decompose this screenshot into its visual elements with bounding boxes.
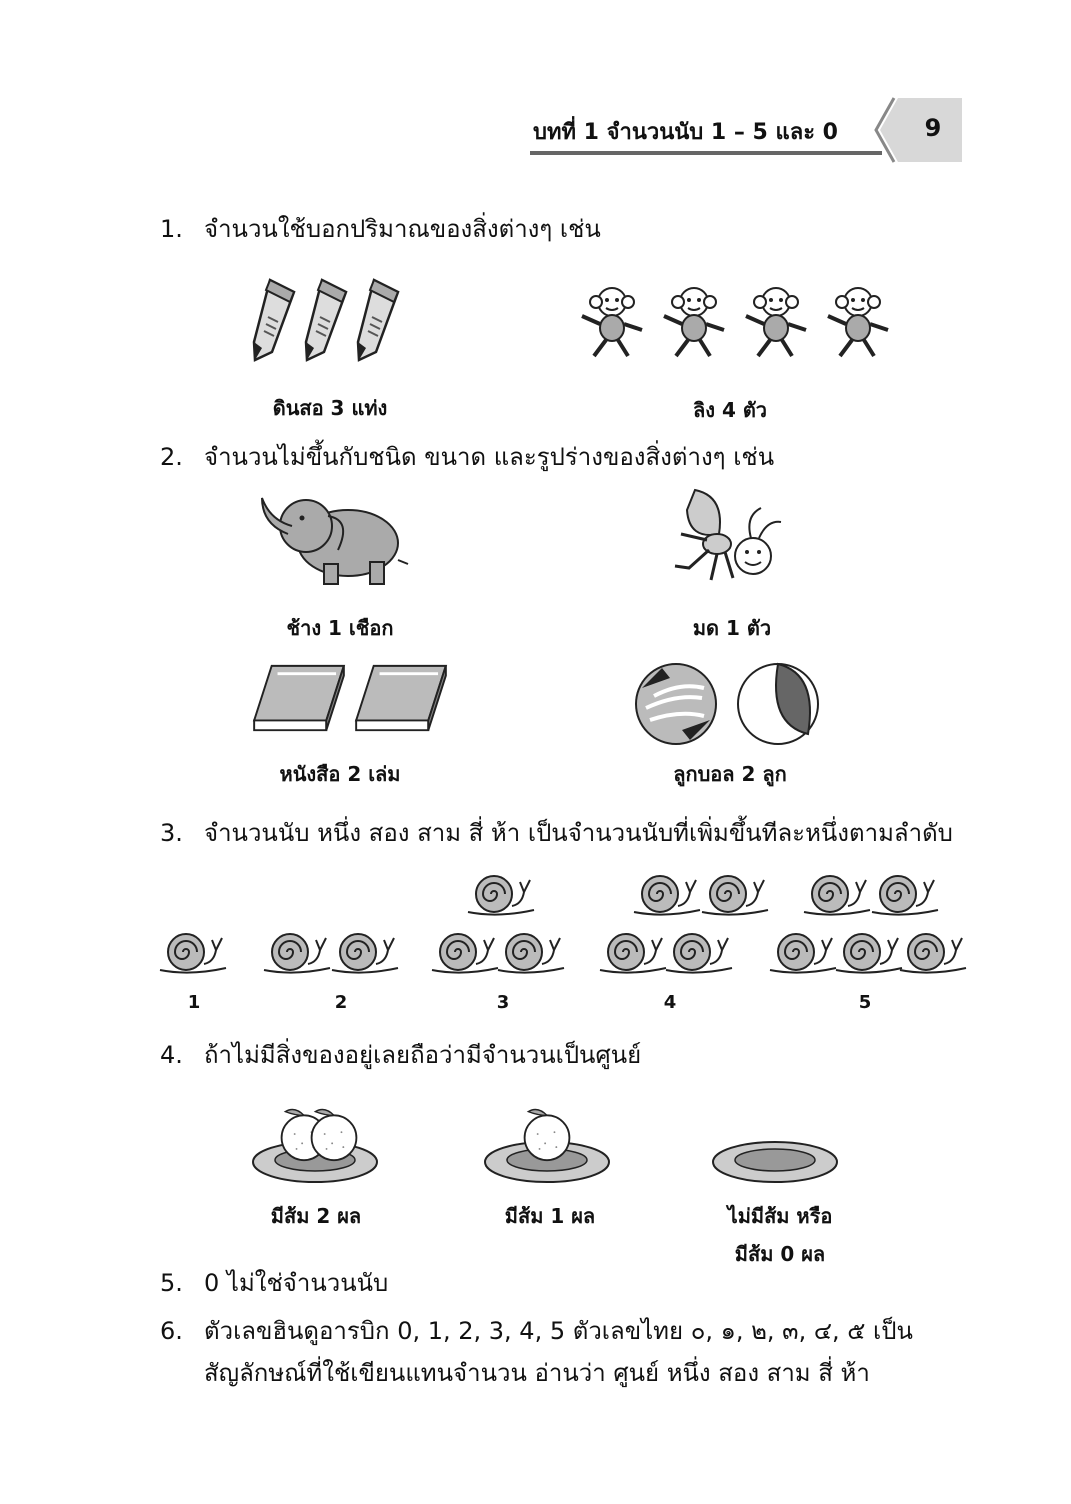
- snail-icon: [598, 928, 668, 978]
- monkeys-illustration: [570, 282, 900, 362]
- list-item-text: 0 ไม่ใช่จำนวนนับ: [204, 1269, 389, 1297]
- monkey-icon: [734, 282, 814, 362]
- snail-icon: [330, 928, 400, 978]
- balls-illustration: [632, 660, 822, 750]
- caption-books: หนังสือ 2 เล่ม: [279, 762, 401, 786]
- snail-groups: [0, 870, 1071, 980]
- monkey-icon: [652, 282, 732, 362]
- beach-ball-icon: [738, 664, 818, 744]
- snail-icon: [466, 870, 536, 920]
- snail-icon: [158, 928, 228, 978]
- book-icon: [352, 660, 450, 738]
- list-item-6: [160, 1314, 1060, 1394]
- ball-icon: [636, 664, 716, 744]
- list-item-1: [160, 212, 1060, 246]
- list-item-text: จำนวนใช้บอกปริมาณของสิ่งต่างๆ เช่น: [204, 215, 601, 243]
- orange-icon: [519, 1104, 575, 1164]
- page-number: 9: [924, 114, 942, 142]
- book-icon: [250, 660, 348, 738]
- snail-icon: [632, 870, 702, 920]
- snail-icon: [870, 870, 940, 920]
- list-item-text: ถ้าไม่มีสิ่งของอยู่เลยถือว่ามีจำนวนเป็นศูนย์: [204, 1041, 642, 1069]
- caption-pencils: ดินสอ 3 แท่ง: [272, 396, 388, 420]
- caption-oranges-two: มีส้ม 2 ผล: [270, 1204, 362, 1228]
- list-item-number: 4.: [160, 1041, 183, 1069]
- snail-icon: [262, 928, 332, 978]
- snail-icon: [802, 870, 872, 920]
- snail-count-label: 3: [496, 992, 510, 1013]
- header-rule: [530, 151, 882, 155]
- orange-icon: [306, 1104, 362, 1164]
- list-item-5: [160, 1266, 1060, 1300]
- snail-icon: [664, 928, 734, 978]
- snail-icon: [898, 928, 968, 978]
- snail-icon: [700, 870, 770, 920]
- caption-elephant: ช้าง 1 เชือก: [286, 616, 394, 640]
- snail-icon: [430, 928, 500, 978]
- snail-count-label: 2: [334, 992, 348, 1013]
- list-item-number: 3.: [160, 819, 183, 847]
- elephant-icon: [258, 488, 408, 588]
- pencil-icon: [354, 272, 404, 372]
- pencils-illustration: [250, 272, 420, 372]
- list-item-text-line2: สัญลักษณ์ที่ใช้เขียนแทนจำนวน อ่านว่า ศูนย์ หนึ่ง สอง สาม สี่ ห้า: [204, 1359, 870, 1387]
- list-item-number: 5.: [160, 1269, 183, 1297]
- pencil-icon: [250, 272, 300, 372]
- books-illustration: [250, 660, 450, 740]
- snail-count-label: 4: [663, 992, 677, 1013]
- caption-oranges-one: มีส้ม 1 ผล: [504, 1204, 596, 1228]
- monkey-icon: [816, 282, 896, 362]
- plate-one-orange: [482, 1098, 612, 1180]
- empty-plate-icon: [710, 1134, 840, 1184]
- list-item-number: 2.: [160, 443, 183, 471]
- list-item-number: 6.: [160, 1317, 183, 1345]
- plate-two-oranges: [250, 1098, 380, 1180]
- list-item-text: จำนวนไม่ขึ้นกับชนิด ขนาด และรูปร่างของสิ่งต่างๆ เช่น: [204, 443, 775, 471]
- list-item-text: จำนวนนับ หนึ่ง สอง สาม สี่ ห้า เป็นจำนวนนับที่เพิ่มขึ้นทีละหนึ่งตามลำดับ: [204, 819, 953, 847]
- snail-count-label: 5: [858, 992, 872, 1013]
- list-item-number: 1.: [160, 215, 183, 243]
- caption-oranges-none-2: มีส้ม 0 ผล: [734, 1242, 826, 1266]
- list-item-2: [160, 440, 1060, 474]
- caption-balls: ลูกบอล 2 ลูก: [673, 762, 787, 786]
- chapter-title: บทที่ 1 จำนวนนับ 1 – 5 และ 0: [533, 120, 838, 145]
- list-item-4: [160, 1038, 1060, 1072]
- caption-ant: มด 1 ตัว: [692, 616, 772, 640]
- list-item-text: ตัวเลขฮินดูอารบิก 0, 1, 2, 3, 4, 5 ตัวเลขไทย ๐, ๑, ๒, ๓, ๔, ๕ เป็น: [204, 1317, 913, 1345]
- snail-count-label: 1: [187, 992, 201, 1013]
- list-item-3: [160, 816, 1060, 850]
- ant-icon: [655, 482, 785, 592]
- caption-oranges-none-1: ไม่มีส้ม หรือ: [727, 1204, 833, 1228]
- snail-icon: [496, 928, 566, 978]
- pencil-icon: [302, 272, 352, 372]
- snail-icon: [834, 928, 904, 978]
- snail-icon: [768, 928, 838, 978]
- caption-monkeys: ลิง 4 ตัว: [692, 398, 768, 422]
- monkey-icon: [570, 282, 650, 362]
